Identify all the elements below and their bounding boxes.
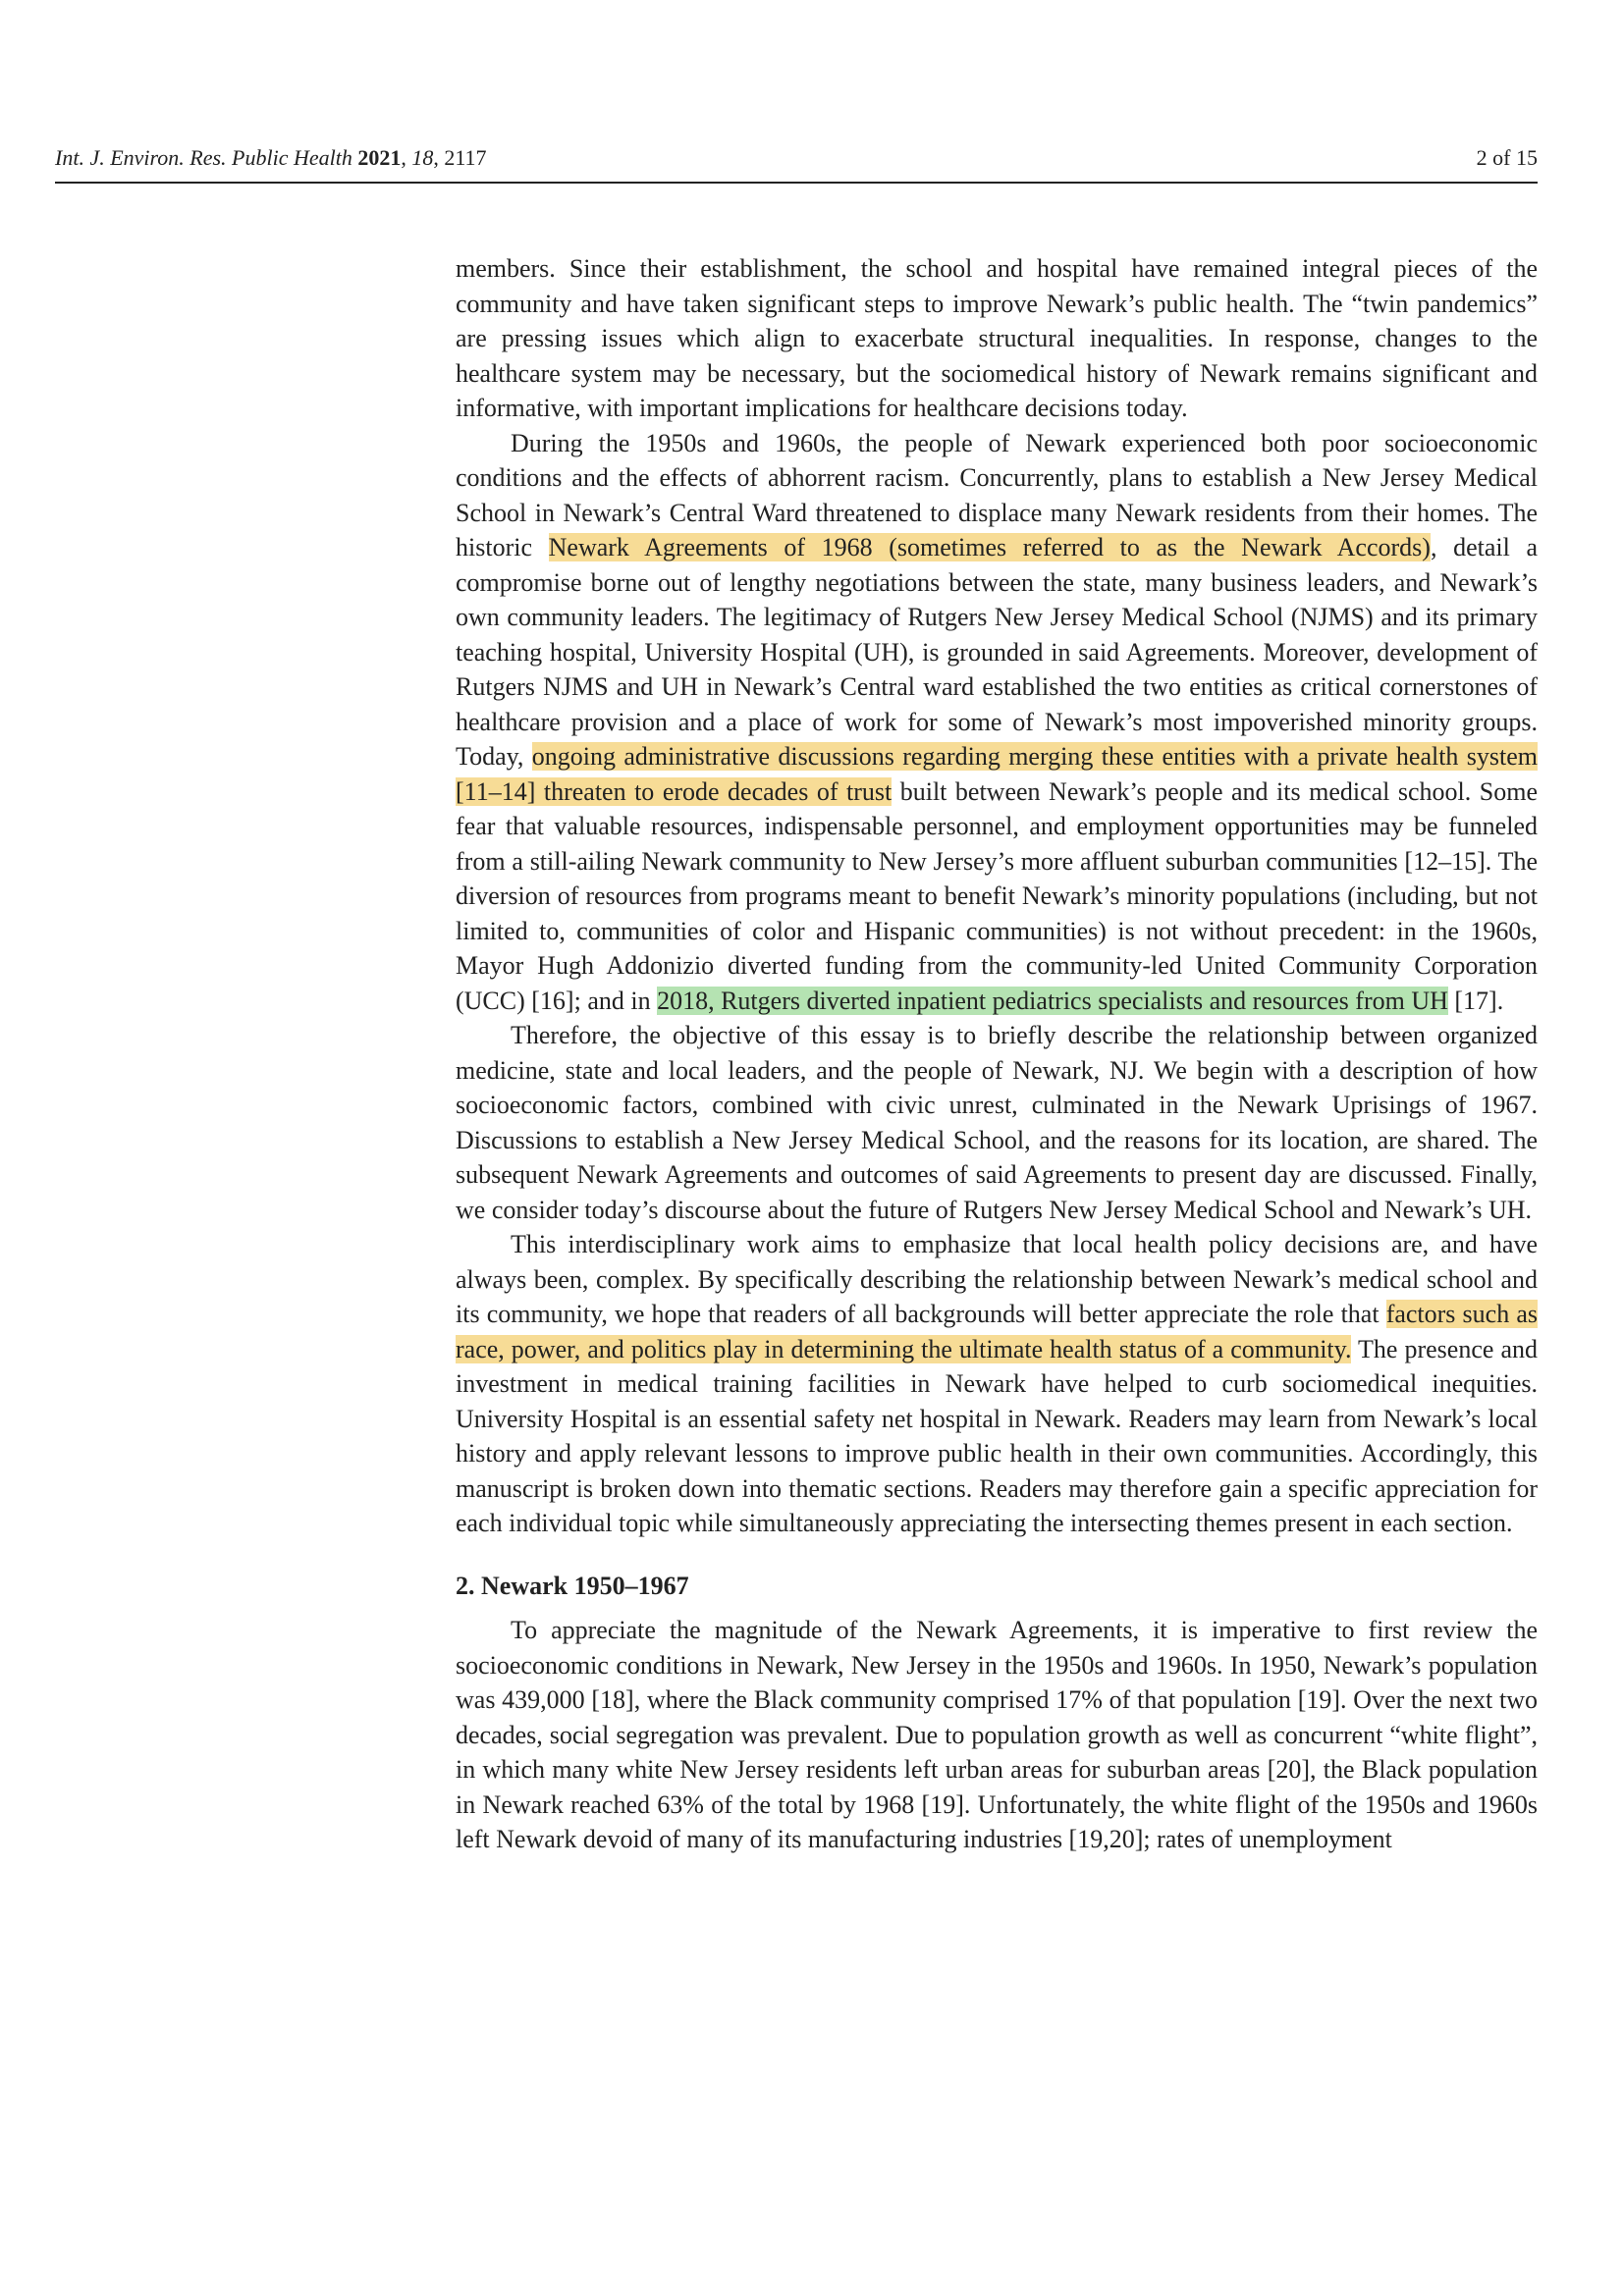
- paragraph-3: Therefore, the objective of this essay is to briefly describe the relationship between organized medicine, state and local leaders, and the people of Newark, NJ. We begin with a description of how socioeconomic factors, combined with civic unrest, culminated in the Newark Uprisings of 1967. Discussions to establish a New Jersey Medical School, and the reasons for its location, are shared. The subsequent Newark Agreements and outcomes of said Agreements to present day are discussed. Finally, we consider today’s discourse about the future of Rutgers New Jersey Medical School and Newark’s UH.: [456, 1021, 1538, 1224]
- paragraph-4-text-a: This interdisciplinary work aims to emphasize that local health policy decisions are, and have always been, complex. By specifically describing the relationship between Newark’s medical school and its community, we hope that readers of all backgrounds will better appreciate the role that: [456, 1230, 1538, 1328]
- section-heading: 2. Newark 1950–1967: [456, 1571, 689, 1600]
- paragraph-2-text-a: During the 1950s and 1960s, the people of Newark experienced both poor socioeconomic conditions and the effects of abhorrent racism. Concurrently, plans to establish a New Jersey Medical School in Newark’s Central Ward threatened to displace many Newark residents from their homes. The historic: [456, 428, 1538, 561]
- paragraph-5: To appreciate the magnitude of the Newark Agreements, it is imperative to first review the socioeconomic conditions in Newark, New Jersey in the 1950s and 1960s. In 1950, Newark’s population was 439,000 [18], where the Black community comprised 17% of that population [19]. Over the next two decades, social segregation was prevalent. Due to population growth as well as concurrent “white flight”, in which many white New Jersey residents left urban areas for suburban areas [20], the Black population in Newark reached 63% of the total by 1968 [19]. Unfortunately, the white flight of the 1950s and 1960s left Newark devoid of many of its manufacturing industries [19,20]; rates of unemployment: [456, 1616, 1538, 1853]
- journal-year: 2021: [357, 145, 402, 170]
- paragraph-2-text-b: , detail a compromise borne out of lengthy negotiations between the state, many business leaders, and Newark’s own community leaders. The legitimacy of Rutgers New Jersey Medical School (NJMS) and its primary teaching hospital, University Hospital (UH), is grounded in said Agreements. Moreover, development of Rutgers NJMS and UH in Newark’s Central ward established the two entities as critical cornerstones of healthcare provision and a place of work for some of Newark’s most impoverished minority groups. Today,: [456, 533, 1538, 771]
- paragraph-2-text-d: [17].: [1447, 986, 1504, 1015]
- journal-citation: Int. J. Environ. Res. Public Health 2021, 18, 2117: [55, 145, 487, 170]
- article-number: 2117: [444, 145, 487, 170]
- paragraph-4: [456, 1227, 1538, 1541]
- highlight-newark-agreements: Newark Agreements of 1968 (sometimes referred to as the Newark Accords): [548, 533, 1431, 561]
- paragraph-2-text-c: built between Newark’s people and its medical school. Some fear that valuable resources, indispensable personnel, and employment opportunities may be funneled from a still-ailing Newark community to New Jersey’s more affluent suburban communities [12–15]. The diversion of resources from programs meant to benefit Newark’s minority populations (including, but not limited to, communities of color and Hispanic communities) is not without precedent: in the 1960s, Mayor Hugh Addonizio diverted funding from the community-led United Community Corporation (UCC) [16]; and in: [456, 776, 1539, 1015]
- header-divider: [55, 182, 1538, 184]
- highlight-race-power-politics: factors such as race, power, and politics play in determining the ultimate health status of a community.: [456, 1300, 1538, 1363]
- paragraph-1: members. Since their establishment, the school and hospital have remained integral pieces of the community and have taken significant steps to improve Newark’s public health. The “twin pandemics” are pressing issues which align to exacerbate structural inequalities. In response, changes to the healthcare system may be necessary, but the sociomedical history of Newark remains significant and informative, with important implications for healthcare decisions today.: [456, 254, 1538, 422]
- journal-name: Int. J. Environ. Res. Public Health: [55, 145, 352, 170]
- running-header: [55, 139, 1538, 183]
- highlight-pediatrics-diversion: 2018, Rutgers diverted inpatient pediatrics specialists and resources from UH: [657, 986, 1448, 1015]
- paragraph-4-text-b: The presence and investment in medical training facilities in Newark have helped to curb sociomedical inequities. University Hospital is an essential safety net hospital in Newark. Readers may learn from Newark’s local history and apply relevant lessons to improve public health in their own communities. Accordingly, this manuscript is broken down into thematic sections. Readers may therefore gain a specific appreciation for each individual topic while simultaneously appreciating the intersecting themes present in each section.: [456, 1334, 1538, 1537]
- article-body: [456, 251, 1538, 1857]
- page-number: 2 of 15: [1476, 145, 1538, 170]
- journal-volume: 18: [411, 145, 434, 170]
- paragraph-2: [456, 426, 1538, 1019]
- highlight-merger-discussions: ongoing administrative discussions regarding merging these entities with a private health system [11–14] threaten to erode decades of trust: [456, 742, 1538, 806]
